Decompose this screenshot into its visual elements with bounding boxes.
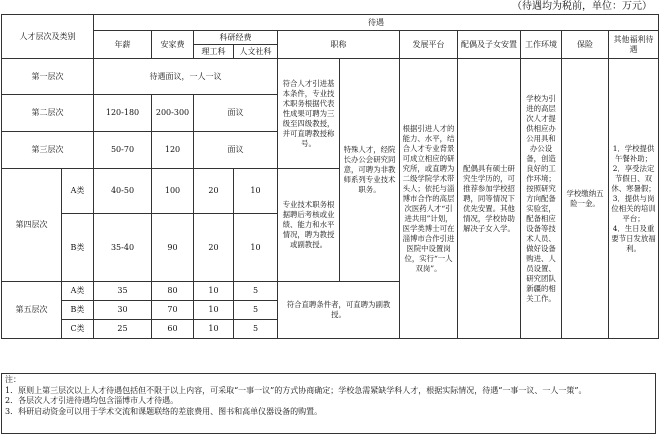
- level-4a-class: A类: [62, 169, 94, 214]
- header-other: 其他福利待遇: [609, 31, 659, 59]
- note-3: 3．科研启动资金可以用于学术交流和课题联络的差旅费用、图书和高单仪器设备的购置。: [5, 406, 323, 416]
- header-spouse: 配偶及子女安置: [458, 31, 521, 59]
- level-4a-hum: 10: [234, 169, 278, 214]
- level-5a-settle: 80: [152, 282, 194, 301]
- level-4b-salary: 35-40: [94, 214, 152, 282]
- other-benefits-text: 1．学校提供午餐补助； 2．享受法定节假日、双休、寒暑假； 3．提供与岗位相关的培训平台； 4．生日及重要节日发放福利。: [609, 59, 659, 339]
- level-5a-sci: 10: [194, 282, 234, 301]
- header-title: 职称: [278, 31, 400, 59]
- level-2-label: 第二层次: [2, 95, 94, 132]
- level-1-label: 第一层次: [2, 59, 94, 95]
- level-5c-sci: 10: [194, 320, 234, 339]
- header-salary: 年薪: [94, 31, 152, 59]
- level-5c-salary: 25: [94, 320, 152, 339]
- spouse-text: 配偶具有硕士研究生学历的，可推荐参加学校招聘，同等情况下优先安置。其他情况，学校协助解决子女入学。: [458, 59, 521, 339]
- notes-title: 注：: [5, 375, 21, 384]
- level-5b-hum: 5: [234, 301, 278, 320]
- header-research: 科研经费: [194, 31, 278, 45]
- header-settle: 安家费: [152, 31, 194, 59]
- header-env: 工作环境: [521, 31, 562, 59]
- header-category: 人才层次及类别: [2, 15, 94, 59]
- level-5c-class: C类: [62, 320, 94, 339]
- header-sci: 理工科: [194, 45, 234, 59]
- insurance-text: 学校缴纳五险一金。: [562, 59, 609, 339]
- note-2: 2．各层次人才引进待遇均包含淄博市人才待遇。: [5, 396, 179, 406]
- title-text-a: 符合人才引进基本条件，专业技术职务根据代表性成果可聘为三级至四级教授，并可直聘教授称号。: [278, 59, 340, 169]
- title-text-b: 特殊人才，经院长办公会研究同意，可聘为非教师系列专业技术职务。: [340, 59, 400, 282]
- level-4a-settle: 100: [152, 169, 194, 214]
- notes-section: [1, 373, 656, 434]
- level-4-label: 第四层次: [2, 169, 62, 282]
- unit-note: （待遇均为税前，单位：万元）: [512, 1, 652, 12]
- header-platform: 发展平台: [400, 31, 458, 59]
- level-5b-settle: 70: [152, 301, 194, 320]
- level-5c-hum: 5: [234, 320, 278, 339]
- header-hum: 人文社科: [234, 45, 278, 59]
- level-4b-settle: 90: [152, 214, 194, 282]
- level-3-settle: 120: [152, 132, 194, 169]
- level-4a-salary: 40-50: [94, 169, 152, 214]
- talent-treatment-table: [1, 14, 659, 339]
- env-text: 学校为引进的高层次人才提供相应办公用具和办公设备，创造良好的工作环境；按照研究方向配备实验室，配备相应设备等技术人员、做好设备购进、人员设置、研究团队新疆的相关工作。: [521, 59, 562, 339]
- header-insurance: 保险: [562, 31, 609, 59]
- level-5c-settle: 60: [152, 320, 194, 339]
- level-5a-hum: 5: [234, 282, 278, 301]
- note-1: 1．原则上第三层次以上人才待遇包括但不限于以上内容，可采取“一事一议”的方式协商确定；学校急需紧缺学科人才，根据实际情况，待遇“一事一议、一人一策”。: [5, 385, 587, 395]
- level-1-negotiate: 待遇面议，一人一议: [94, 59, 278, 95]
- level-4b-hum: 10: [234, 214, 278, 282]
- level-5b-class: B类: [62, 301, 94, 320]
- level-2-salary: 120-180: [94, 95, 152, 132]
- level-4b-class: B类: [62, 214, 94, 282]
- level-2-research: 面议: [194, 95, 278, 132]
- header-treatment: 待遇: [94, 15, 659, 31]
- level-2-settle: 200-300: [152, 95, 194, 132]
- level-3-salary: 50-70: [94, 132, 152, 169]
- level-4a-sci: 20: [194, 169, 234, 214]
- title-text-d: 符合直聘条件者，可直聘为副教授。: [278, 282, 400, 339]
- level-3-research: 面议: [194, 132, 278, 169]
- platform-text: 根据引进人才的能力、水平，结合人才专业背景可成立相应的研究所，或直聘为二级学院学术带头人；依托与淄博市合作的高层次医药人才“引进共用”计划，医学类博士可在淄博市合作引进医院中设置岗位，实行“一人双岗”。: [400, 59, 458, 339]
- level-4b-sci: 20: [194, 214, 234, 282]
- title-text-c: 专业技术职务根据聘后考核或业绩、能力和水平情况，聘为教授或副教授。: [278, 169, 340, 282]
- level-3-label: 第三层次: [2, 132, 94, 169]
- level-5b-sci: 10: [194, 301, 234, 320]
- level-5b-salary: 30: [94, 301, 152, 320]
- level-5-label: 第五层次: [2, 282, 62, 339]
- level-5a-class: A类: [62, 282, 94, 301]
- level-5a-salary: 35: [94, 282, 152, 301]
